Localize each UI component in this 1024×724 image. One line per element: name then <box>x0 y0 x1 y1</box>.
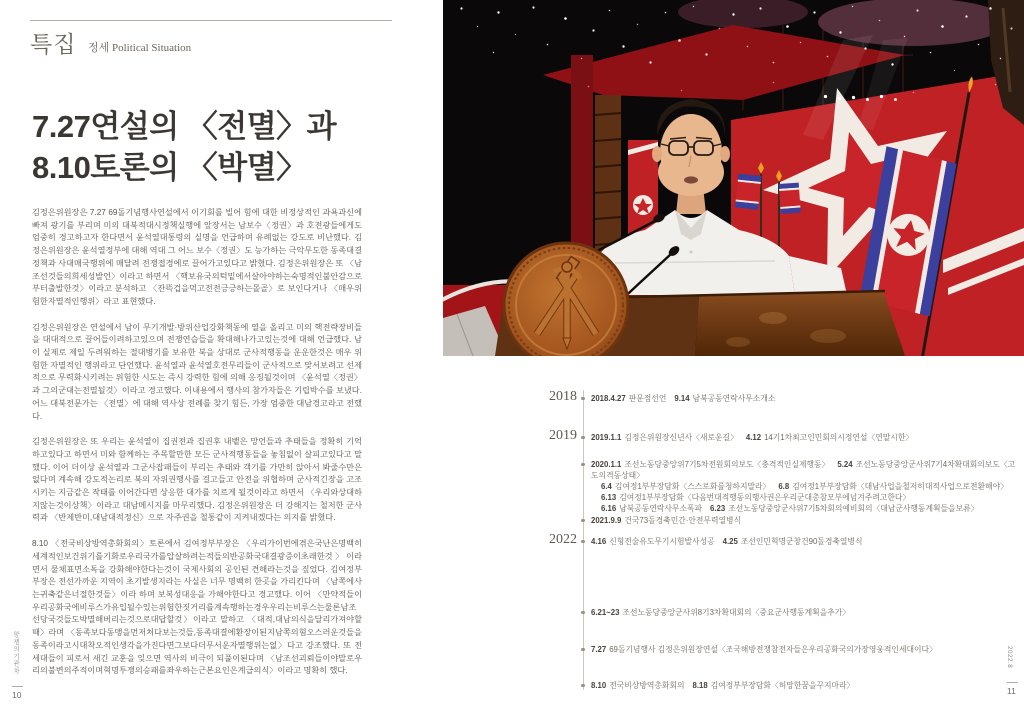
timeline-entry-text: 판문점선언 <box>628 394 667 403</box>
section-rule <box>30 20 392 21</box>
section-subtitle: 정세 Political Situation <box>88 42 192 54</box>
page-number-left: 10 <box>12 690 22 700</box>
timeline-year-label: 2018 <box>549 388 577 404</box>
article-paragraph: 김정은위원장은 또 우리는 윤석열이 집권전과 집권후 내뱉은 망언들과 추태들을 정확히 기억하고있다고 하면서 미와 함께하는 주목할만한 모든 군사적행동들을 놓침없이 살피고있다고 말했다. 이어 더이상 윤석열과 그군사잡패들이 부리는 추태와 객기를 가만히 앉아서 봐줄수만은 없다며 계속해 강도적논리로 북의 자위권행사를 걸고들고 안전을 위협하며 군사적긴장을 고조시키는 지금같은 작태를 이어간다면 상응한 대가를 치르게 될것이라고 하면서 〈우리와상대하지않는것이상책〉이라고 대남메시지를 마무리했다. 김정은위원장은 더 강해지는 철저한 군사력과 〈반제반미,대남대적정신〉으로 자주권을 철통같이 지켜내겠다는 의지를 밝혔다. <box>32 437 362 523</box>
timeline-row <box>584 459 1020 514</box>
timeline-entry-date: 6.8 <box>778 482 790 491</box>
timeline-entry-text: 신형전술유도무기시험발사성공 <box>609 537 715 546</box>
timeline-entry <box>601 503 1020 514</box>
timeline-row <box>549 388 1020 404</box>
timeline-entry-text: 건국73돌경축민간·안전무력열병식 <box>624 516 742 525</box>
article-title-line2: 8.10토론의 〈박멸〉 <box>32 150 307 185</box>
issue-date-vertical: 2022.8 <box>1006 646 1013 669</box>
timeline-entry-date: 4.16 <box>591 537 607 546</box>
timeline-entry-text: 조선인민혁명군창건90돌경축열병식 <box>740 537 863 546</box>
ear <box>652 146 662 162</box>
timeline-entry <box>591 459 1020 481</box>
timeline-row <box>584 644 1020 655</box>
timeline-entry <box>591 607 1020 618</box>
timeline-entry-date: 2021.9.9 <box>591 516 622 525</box>
page-number-right: 11 <box>1007 686 1016 696</box>
timeline-entry <box>591 515 1020 526</box>
timeline-entry-text: 조선노동당중앙군사위7기4차확대회의보도〈고도의격동상태〉 <box>591 460 1016 480</box>
magazine-spine-title: 항쟁의기관차 <box>12 631 19 675</box>
timeline-entry-text: 14기1차최고인민회의시정연설〈연말시한〉 <box>764 433 914 442</box>
timeline-entry <box>591 644 1020 655</box>
page-number-rule <box>12 686 23 687</box>
timeline-row <box>549 531 1020 547</box>
fireworks-lights <box>443 0 444 1</box>
timeline-year-label: 2019 <box>549 427 577 443</box>
article-paragraph: 김정은위원장은 7.27 69돌기념행사연설에서 이기회를 빌어 힘에 대한 비정상적인 과욕과신에 빠져 광기를 부리며 미의 대북적대시정책실행에 앞장서는 남보수〈정권〉과 호전광들에게도 엄중히 경고하고자 한다면서 윤석열대통령의 실명을 언급하며 유례없는 강도로 비난했다. 김정은위원장은 윤석열정부에 대해 역대 그 어느 보수〈정권〉도 능가하는 극악무도한 동족대결정책과 사대매국행위에 매달려 전쟁접경에로 끌어가고있다고 밝혔다. 김정은위원장은 또 〈남조선것들의희세성발언〉이라고 하면서 〈핵보유국의턱밑에서살아야하는숙명적인불안감으로부터출발한것〉이라고 분석하고 〈잔뜩겁을먹고전전긍긍하는몰골〉로 보인다거나 〈매우위험한자멸적인행위〉라고 표현했다. <box>32 208 362 306</box>
timeline-entry-text: 전국비상방역총화회의 <box>609 681 685 690</box>
timeline-entry-date: 2019.1.1 <box>591 433 622 442</box>
timeline-entry-text: 69돌기념행사 김정은위원장연설〈조국해방전쟁참전자들은우리공화국의가장영웅적인세대이다〉 <box>609 645 937 654</box>
article-paragraph: 8.10 〈전국비상방역총화회의〉토론에서 김여정부부장은 〈우리가이번에겪은국난은명백히세계적인보건위기를기화로우리국가를압살하려는적들의반공화국대결광증이초래한것〉이라면서 물체표면소독을 강화해야한다는것이 국제사회의 공인된 견해라는것을 짚었다. 김여정부부장은 전선가까운 지역이 초기발생지라는 사실은 너무 명백히 한곳을 가리킨다며 〈남쪽에사는귀축같은너절한것들〉이라 하며 보복성대응을 가해야한다고 경고했다. 이어 〈만약적들이우리공화국에비루스가유입될수있는위험한짓거리를계속행하는경우우리는비루스는물론남조선당국것들도박멸해버리는것으로대답할것〉이라고 말하고 〈대적,대남의식을달리가져야할때〉라며 〈동족보다동맹을먼저쳐다보는것들,동족대결에환장이된지남쪽의혐오스러운것들을동족이라고시대착오적인생각을가진다면그보다더무서운자멸행위는없〉다고 강조했다. 또 전세대들이 피로서 새긴 교훈을 잊으면 역사의 비극이 되풀이된다며 〈남조선괴뢰들이야말로우리의불변의주적이며혁명투쟁의승패를좌우하는근본요인은계급의식〉이라고 명확히 했다. <box>32 539 362 676</box>
timeline-entry <box>591 536 1020 547</box>
timeline-entry-text: 남북공동연락사무소폭파 <box>619 504 703 513</box>
mouth <box>684 176 698 183</box>
timeline-entry-text: 남북공동연락사무소개소 <box>692 394 776 403</box>
timeline-entry <box>601 492 1020 503</box>
page-number-rule <box>1007 682 1018 683</box>
timeline-year-label: 2022 <box>549 531 577 547</box>
article-title <box>32 106 336 188</box>
timeline-entry-date: 6.21~23 <box>591 608 620 617</box>
timeline-entry-date: 6.16 <box>601 504 617 513</box>
timeline-entry-date: 6.13 <box>601 493 617 502</box>
ear <box>720 146 730 162</box>
timeline-entry-text: 조선노동당중앙위7기5차전원회의보도〈충격적인실제행동〉 <box>624 460 830 469</box>
timeline-row <box>584 680 1020 691</box>
article-title-line1: 7.27연설의 〈전멸〉과 <box>32 109 337 144</box>
timeline-entry-date: 2018.4.27 <box>591 394 626 403</box>
timeline-entry-text: 김여정1부부장담화〈다음번대적행동의행사권은우리군대총참모부에넘겨주려고한다〉 <box>619 493 911 502</box>
timeline-entry-date: 8.10 <box>591 681 607 690</box>
timeline-entry-date: 5.24 <box>837 460 853 469</box>
timeline-entry-date: 6.4 <box>601 482 612 491</box>
timeline-entry-text: 김여정1부부장담화〈스스로화를청하지말라〉 <box>614 482 771 491</box>
timeline-entry-date: 4.12 <box>745 433 762 442</box>
photo-kim-speech <box>443 0 1024 356</box>
photo-illustration <box>443 0 1024 356</box>
timeline-entry-text: 조선노동당중앙군사위8기3차확대회의〈중요군사행동계획을추가〉 <box>622 608 851 617</box>
timeline-row <box>584 607 1020 618</box>
timeline-entry-text: 조선노동당중앙군사위7기5차회의예비회의〈대남군사행동계획들을보류〉 <box>728 504 979 513</box>
timeline-row <box>549 427 1020 443</box>
article-body <box>32 207 362 691</box>
timeline-entry-text: 김여정1부부장담화〈대남사업을철저히대적사업으로전환해야〉 <box>792 482 1008 491</box>
wpk-emblem <box>504 243 628 356</box>
timeline-entry-date: 6.23 <box>710 504 726 513</box>
article-paragraph: 김정은위원장은 연설에서 남이 무기개발·방위산업강화책동에 열을 올리고 미의 핵전략장비들을 대대적으로 끌어들이려하고있으며 전쟁연습들을 확대해나가고있는것에 대해 언급했다. 남이 실제로 제일 두려워하는 절대병기를 보유한 북을 상대로 군사적행동을 운운한것은 매우 위험한 자멸적인 행위라고 단언했다. 윤석열과 윤석열호전무리들이 군사적으로 맞서보려고 선제적으로 무력화시키려는 위험한 시도는 즉시 강력한 힘에 의해 응징될것이며 〈윤석열〈정권〉과 그의군대는전멸될것〉이라고 경고했다. 이내용에서 행사의 참가자들은 기립박수를 보냈다. 어느 대북전문가는 〈전멸〉에 대해 역사상 전례를 찾기 힘든, 가장 엄중한 대남경고라고 전했다. <box>32 322 362 421</box>
timeline-entry <box>601 481 1020 492</box>
timeline-entry-date: 9.14 <box>674 394 690 403</box>
timeline-row <box>584 515 1020 526</box>
timeline-entry-text: 김정은위원장신년사〈새로운길〉 <box>624 433 738 442</box>
timeline-entry-text: 김여정부부장담화〈허망한꿈을꾸지마라〉 <box>710 681 855 690</box>
section-label: 특집 <box>30 32 77 57</box>
timeline-entry-date: 4.25 <box>722 537 738 546</box>
timeline-entry-date: 7.27 <box>591 645 607 654</box>
timeline-entry-date: 8.18 <box>692 681 708 690</box>
timeline-entry <box>591 393 1020 404</box>
timeline-entry <box>591 432 1020 443</box>
timeline-entry <box>591 680 1020 691</box>
timeline-entry-date: 2020.1.1 <box>591 460 622 469</box>
timeline-rows <box>549 388 1020 691</box>
